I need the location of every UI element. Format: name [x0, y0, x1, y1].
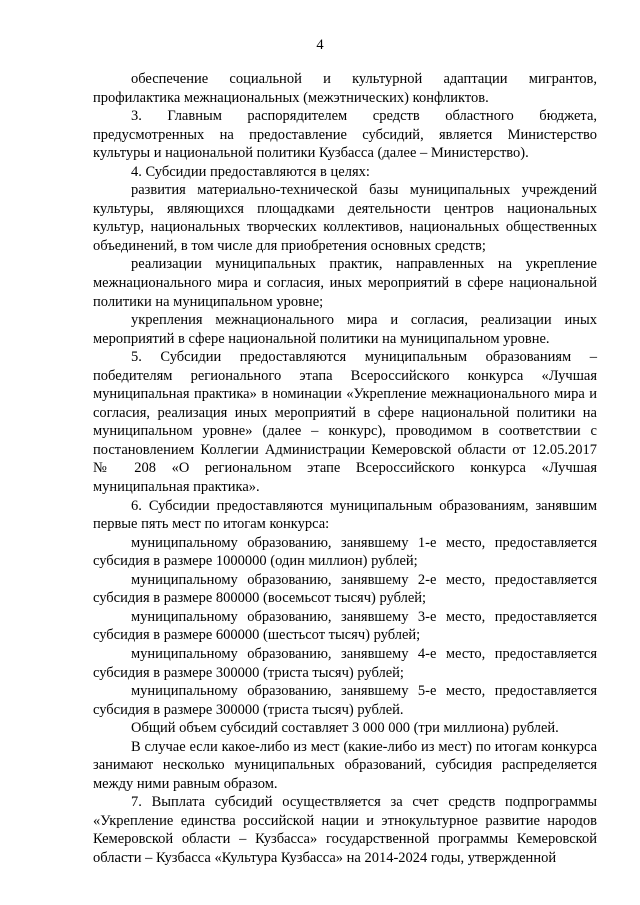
paragraph-place-3-subsidy: муниципальному образованию, занявшему 3-е место, предоставляется субсидия в размере 600000 (шестьсот тысяч) рублей; [93, 608, 597, 644]
document-body [93, 70, 597, 868]
paragraph-7-funding-source: 7. Выплата субсидий осуществляется за счет средств подпрограммы «Укрепление единства российской нации и этнокультурное развитие народов Кемеровской области – Кузбасса» государственной программы Кемеровской области – Кузбасса «Культура Кузбасса» на 2014-2024 годы, утвержденной [93, 794, 597, 866]
paragraph-4-purposes-heading: 4. Субсидии предоставляются в целях: [131, 163, 370, 180]
paragraph-total-subsidy: Общий объем субсидий составляет 3 000 000 (три миллиона) рублей. [131, 720, 559, 737]
paragraph-migrant-adaptation: обеспечение социальной и культурной адаптации мигрантов, профилактика межнациональных (межэтнических) конфликтов. [93, 71, 597, 106]
paragraph-5-contest-winners: 5. Субсидии предоставляются муниципальным образованиям – победителям регионального этапа Всероссийского конкурса «Лучшая муниципальная практика» в номинации «Укрепление межнационального мира и согласия, реализация иных мероприятий в сфере национальной политики на муниципальном уровне» (далее – конкурс), проводимом в соответствии с постановлением Коллегии Администрации Кемеровской области от 12.05.2017 № 208 «О региональном этапе Всероссийского конкурса «Лучшая муниципальная практика». [93, 349, 597, 496]
paragraph-purpose-interethnic-peace: укрепления межнационального мира и согласия, реализации иных мероприятий в сфере национальной политики на муниципальном уровне. [93, 312, 597, 347]
paragraph-place-5-subsidy: муниципальному образованию, занявшему 5-е место, предоставляется субсидия в размере 300000 (триста тысяч) рублей. [93, 683, 597, 718]
page-number: 4 [316, 37, 324, 53]
paragraph-purpose-material-base: развития материально-технической базы муниципальных учреждений культуры, являющихся площадками деятельности центров национальных культур, национальных творческих коллективов, национальных общественных объединений, в том числе для приобретения основных средств; [93, 182, 597, 254]
paragraph-place-2-subsidy: муниципальному образованию, занявшему 2-е место, предоставляется субсидия в размере 800000 (восемьсот тысяч) рублей; [93, 571, 597, 607]
paragraph-shared-places: В случае если какое-либо из мест (какие-либо из мест) по итогам конкурса занимают несколько муниципальных образований, субсидия распределяется между ними равным образом. [93, 738, 597, 792]
paragraph-place-1-subsidy: муниципальному образованию, занявшему 1-е место, предоставляется субсидия в размере 1000000 (один миллион) рублей; [93, 534, 597, 570]
paragraph-6-top-five: 6. Субсидии предоставляются муниципальным образованиям, занявшим первые пять мест по итогам конкурса: [93, 497, 597, 533]
paragraph-place-4-subsidy: муниципальному образованию, занявшему 4-е место, предоставляется субсидия в размере 300000 (триста тысяч) рублей; [93, 645, 597, 681]
paragraph-3-budget-manager: 3. Главным распорядителем средств областного бюджета, предусмотренных на предоставление субсидий, является Министерство культуры и национальной политики Кузбасса (далее – Министерство). [93, 108, 597, 162]
paragraph-purpose-municipal-practices: реализации муниципальных практик, направленных на укрепление межнационального мира и согласия, иных мероприятий в сфере национальной политики на муниципальном уровне; [93, 256, 597, 310]
